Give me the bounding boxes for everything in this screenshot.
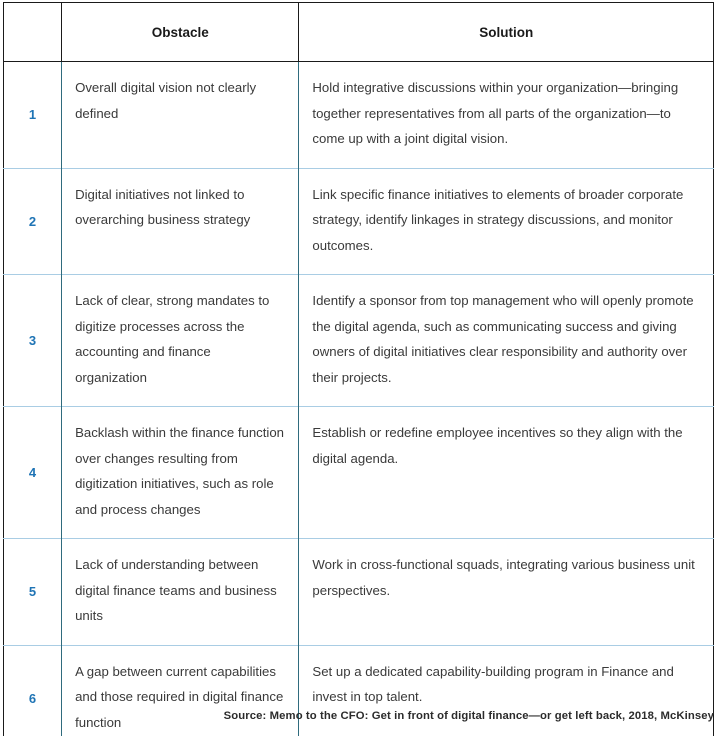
solution-cell bbox=[299, 168, 714, 275]
table-row bbox=[4, 539, 714, 646]
row-number: 3 bbox=[4, 275, 62, 407]
obstacle-text: Overall digital vision not clearly defined bbox=[75, 80, 257, 121]
obstacles-solutions-table bbox=[3, 2, 714, 736]
solution-text: Establish or redefine employee incentives so they align with the digital agenda. bbox=[312, 425, 683, 466]
row-number: 5 bbox=[4, 539, 62, 646]
column-header-solution: Solution bbox=[299, 3, 714, 62]
table-row bbox=[4, 407, 714, 539]
obstacle-cell bbox=[62, 407, 299, 539]
table-header bbox=[4, 3, 714, 62]
column-header-number bbox=[4, 3, 62, 62]
obstacle-cell bbox=[62, 539, 299, 646]
obstacle-text: A gap between current capabilities and those required in digital finance function bbox=[75, 663, 284, 730]
row-number: 6 bbox=[4, 645, 62, 736]
solution-text: Work in cross-functional squads, integrating various business unit perspectives. bbox=[312, 557, 695, 598]
solution-cell bbox=[299, 539, 714, 646]
obstacle-cell bbox=[62, 275, 299, 407]
solution-text: Identify a sponsor from top management who will openly promote the digital agenda, such as communicating success and giving owners of digital initiatives clear responsibility and authority over their projects. bbox=[312, 293, 694, 385]
obstacle-text: Lack of understanding between digital finance teams and business units bbox=[75, 557, 277, 623]
obstacle-text: Digital initiatives not linked to overarching business strategy bbox=[75, 186, 251, 227]
table-row bbox=[4, 645, 714, 736]
solution-text: Set up a dedicated capability-building program in Finance and invest in top talent. bbox=[312, 663, 674, 704]
solution-text: Hold integrative discussions within your organization—bringing together representatives from all parts of the organization—to come up with a joint digital vision. bbox=[312, 80, 679, 146]
obstacle-cell bbox=[62, 168, 299, 275]
table-body bbox=[4, 62, 714, 736]
obstacle-cell bbox=[62, 62, 299, 169]
row-number: 2 bbox=[4, 168, 62, 275]
solution-text: Link specific finance initiatives to elements of broader corporate strategy, identify linkages in strategy discussions, and monitor outcomes. bbox=[312, 186, 684, 253]
table-row bbox=[4, 168, 714, 275]
row-number: 1 bbox=[4, 62, 62, 169]
obstacle-cell bbox=[62, 645, 299, 736]
solution-cell bbox=[299, 645, 714, 736]
obstacle-text: Backlash within the finance function over changes resulting from digitization initiatives, such as role and process changes bbox=[75, 425, 285, 517]
solution-cell bbox=[299, 275, 714, 407]
source-note: Source: Memo to the CFO: Get in front of digital finance—or get left back, 2018, McKinsey bbox=[223, 710, 714, 722]
column-header-obstacle: Obstacle bbox=[62, 3, 299, 62]
table-row bbox=[4, 62, 714, 169]
solution-cell bbox=[299, 407, 714, 539]
header-row bbox=[4, 3, 714, 62]
solution-cell bbox=[299, 62, 714, 169]
obstacle-text: Lack of clear, strong mandates to digitize processes across the accounting and finance organization bbox=[75, 293, 270, 385]
table-row bbox=[4, 275, 714, 407]
row-number: 4 bbox=[4, 407, 62, 539]
